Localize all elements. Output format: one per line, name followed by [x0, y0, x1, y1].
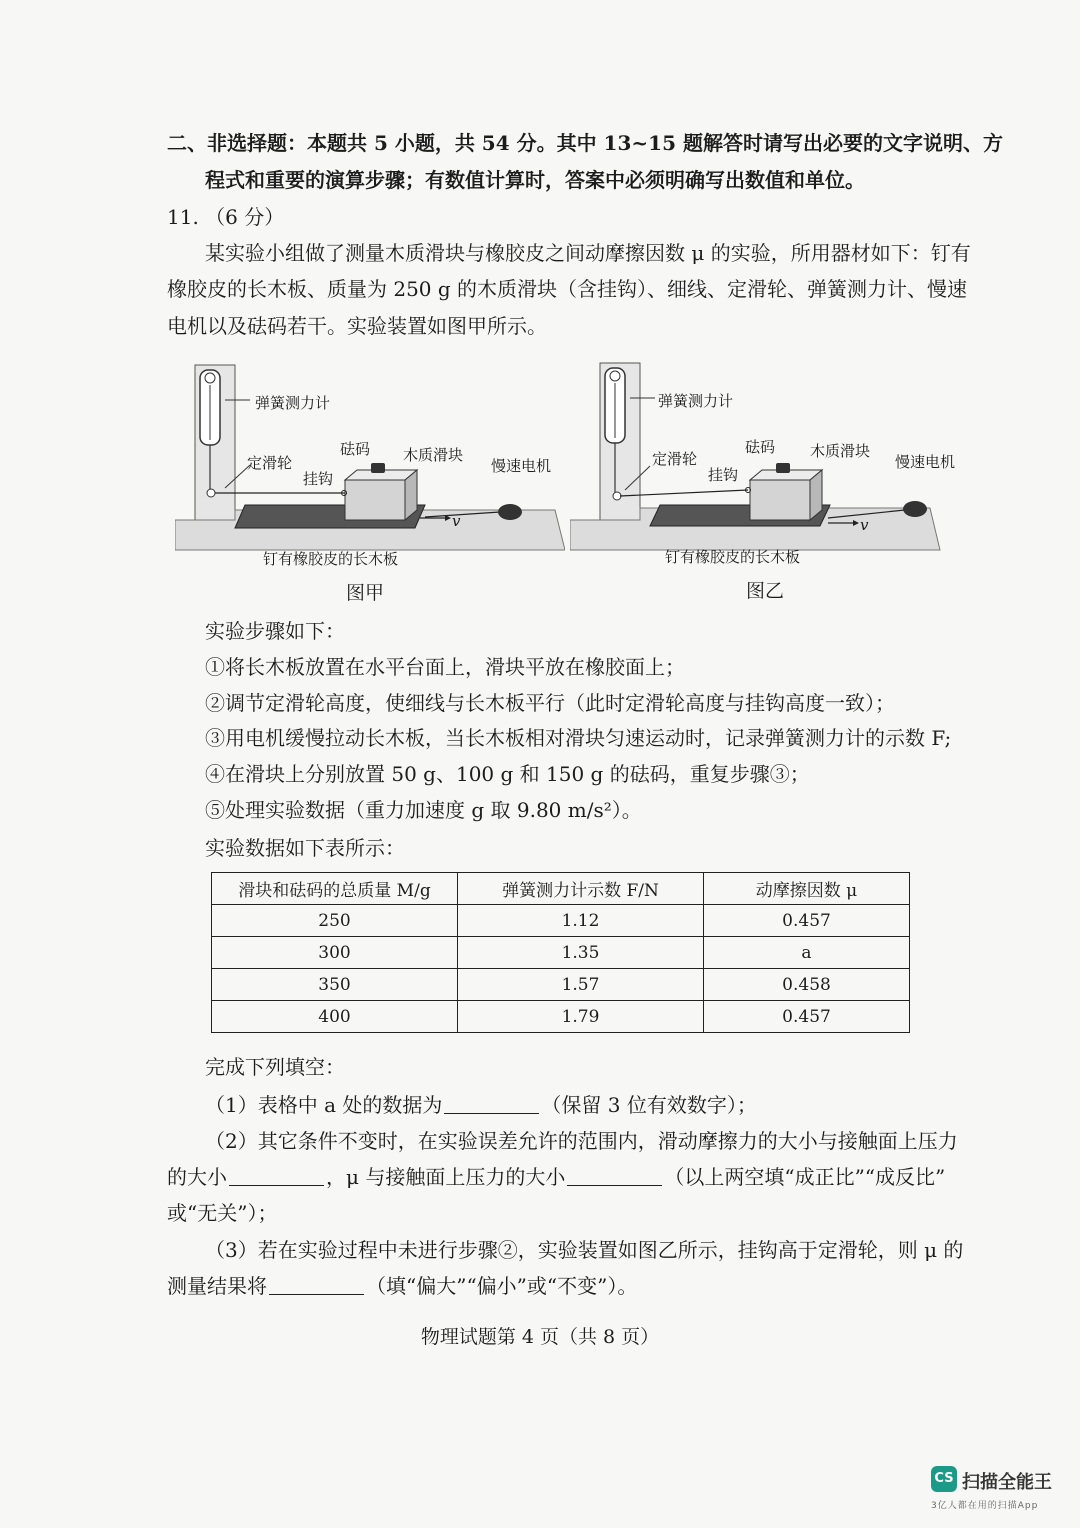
table-cell: 1.12 [458, 905, 704, 937]
q3-text-a: 测量结果将 [167, 1274, 267, 1298]
intro-line-3: 电机以及砝码若干。实验装置如图甲所示。 [167, 314, 547, 338]
table-header-row [212, 873, 910, 905]
camscanner-slogan: 3亿人都在用的扫描App [931, 1501, 1039, 1511]
answer-blank-1[interactable] [444, 1093, 539, 1114]
data-table [211, 872, 910, 1033]
answer-blank-2[interactable] [229, 1165, 324, 1186]
q1-text-a: （1）表格中 a 处的数据为 [205, 1093, 443, 1117]
label-weight: 砝码 [745, 438, 776, 456]
motor-icon [903, 501, 927, 517]
answer-blank-4[interactable] [269, 1274, 364, 1295]
table-cell: 250 [212, 905, 458, 937]
wood-block [750, 480, 810, 520]
step-1: ①将长木板放置在水平台面上，滑块平放在橡胶面上； [205, 655, 685, 679]
label-weight: 砝码 [340, 440, 371, 458]
figure-yi-caption: 图乙 [745, 580, 784, 602]
answer-blank-3[interactable] [567, 1165, 662, 1186]
table-cell: 1.57 [458, 969, 704, 1001]
header-mass: 滑块和砝码的总质量 M/g [212, 873, 458, 905]
table-cell: 350 [212, 969, 458, 1001]
q2-text-c: （以上两空填“成正比”“成反比” [664, 1165, 946, 1189]
table-cell: 400 [212, 1001, 458, 1033]
fill-q2-line3: 或“无关”）； [167, 1201, 278, 1225]
table-cell: 0.458 [704, 969, 910, 1001]
steps-heading: 实验步骤如下： [205, 619, 345, 643]
label-block: 木质滑块 [810, 442, 871, 460]
table-row [212, 905, 910, 937]
step-4: ④在滑块上分别放置 50 g、100 g 和 150 g 的砝码，重复步骤③； [205, 762, 810, 786]
fill-q1 [205, 1091, 757, 1119]
figure-yi [570, 358, 960, 573]
label-block: 木质滑块 [403, 446, 464, 464]
q3-text-b: （填“偏大”“偏小”或“不变”）。 [366, 1274, 638, 1298]
camscanner-logo: CS [931, 1466, 957, 1492]
pulley-icon [207, 489, 215, 497]
fill-q2-line2 [167, 1163, 945, 1191]
label-pulley: 定滑轮 [652, 450, 698, 468]
step-5: ⑤处理实验数据（重力加速度 g 取 9.80 m/s²）。 [205, 798, 642, 822]
figure-jia [175, 360, 565, 575]
label-motor: 慢速电机 [895, 453, 956, 471]
wood-block [345, 480, 405, 520]
label-hook: 挂钩 [708, 466, 739, 484]
question-number: 11. （6 分） [167, 205, 285, 229]
label-motor: 慢速电机 [491, 457, 552, 475]
table-row [212, 1001, 910, 1033]
table-cell: 1.79 [458, 1001, 704, 1033]
weight-icon [371, 463, 385, 473]
fill-q3-line2 [167, 1272, 637, 1300]
section-header-line2: 程式和重要的演算步骤；有数值计算时，答案中必须明确写出数值和单位。 [205, 168, 865, 192]
fill-q2-line1: （2）其它条件不变时，在实验误差允许的范围内，滑动摩擦力的大小与接触面上压力 [205, 1129, 958, 1153]
label-velocity: v [452, 512, 461, 530]
table-cell: 300 [212, 937, 458, 969]
table-cell: 0.457 [704, 1001, 910, 1033]
step-2: ②调节定滑轮高度，使细线与长木板平行（此时定滑轮高度与挂钩高度一致）； [205, 691, 895, 715]
table-row [212, 969, 910, 1001]
label-spring-scale: 弹簧测力计 [255, 394, 331, 412]
intro-line-2: 橡胶皮的长木板、质量为 250 g 的木质滑块（含挂钩）、细线、定滑轮、弹簧测力计、慢速 [167, 277, 968, 301]
figure-jia-caption: 图甲 [345, 582, 384, 604]
label-spring-scale: 弹簧测力计 [658, 392, 734, 410]
label-velocity: v [860, 516, 869, 534]
intro-line-1: 某实验小组做了测量木质滑块与橡胶皮之间动摩擦因数 μ 的实验，所用器材如下：钉有 [205, 241, 971, 265]
label-pulley: 定滑轮 [247, 454, 293, 472]
header-force: 弹簧测力计示数 F/N [458, 873, 704, 905]
page-footer: 物理试题第 4 页（共 8 页） [420, 1326, 660, 1348]
pulley-icon [613, 492, 621, 500]
q1-text-b: （保留 3 位有效数字）； [541, 1093, 757, 1117]
label-hook: 挂钩 [303, 470, 334, 488]
step-3: ③用电机缓慢拉动长木板，当长木板相对滑块匀速运动时，记录弹簧测力计的示数 F; [205, 726, 952, 750]
label-board: 钉有橡胶皮的长木板 [263, 550, 399, 568]
fill-q3-line1: （3）若在实验过程中未进行步骤②，实验装置如图乙所示，挂钩高于定滑轮，则 μ 的 [205, 1238, 964, 1262]
table-intro: 实验数据如下表所示： [205, 836, 405, 860]
header-mu: 动摩擦因数 μ [704, 873, 910, 905]
q2-text-b: ，μ 与接触面上压力的大小 [326, 1165, 566, 1189]
table-cell: 0.457 [704, 905, 910, 937]
q2-text-a: 的大小 [167, 1165, 227, 1189]
table-row [212, 937, 910, 969]
table-cell: 1.35 [458, 937, 704, 969]
label-board: 钉有橡胶皮的长木板 [665, 548, 801, 566]
motor-icon [498, 504, 522, 520]
table-cell: a [704, 937, 910, 969]
section-header-line1: 二、非选择题：本题共 5 小题，共 54 分。其中 13~15 题解答时请写出必要的文字说明、方 [167, 131, 1003, 155]
weight-icon [776, 463, 790, 473]
fill-heading: 完成下列填空： [205, 1055, 345, 1079]
camscanner-name: 扫描全能王 [962, 1472, 1052, 1493]
